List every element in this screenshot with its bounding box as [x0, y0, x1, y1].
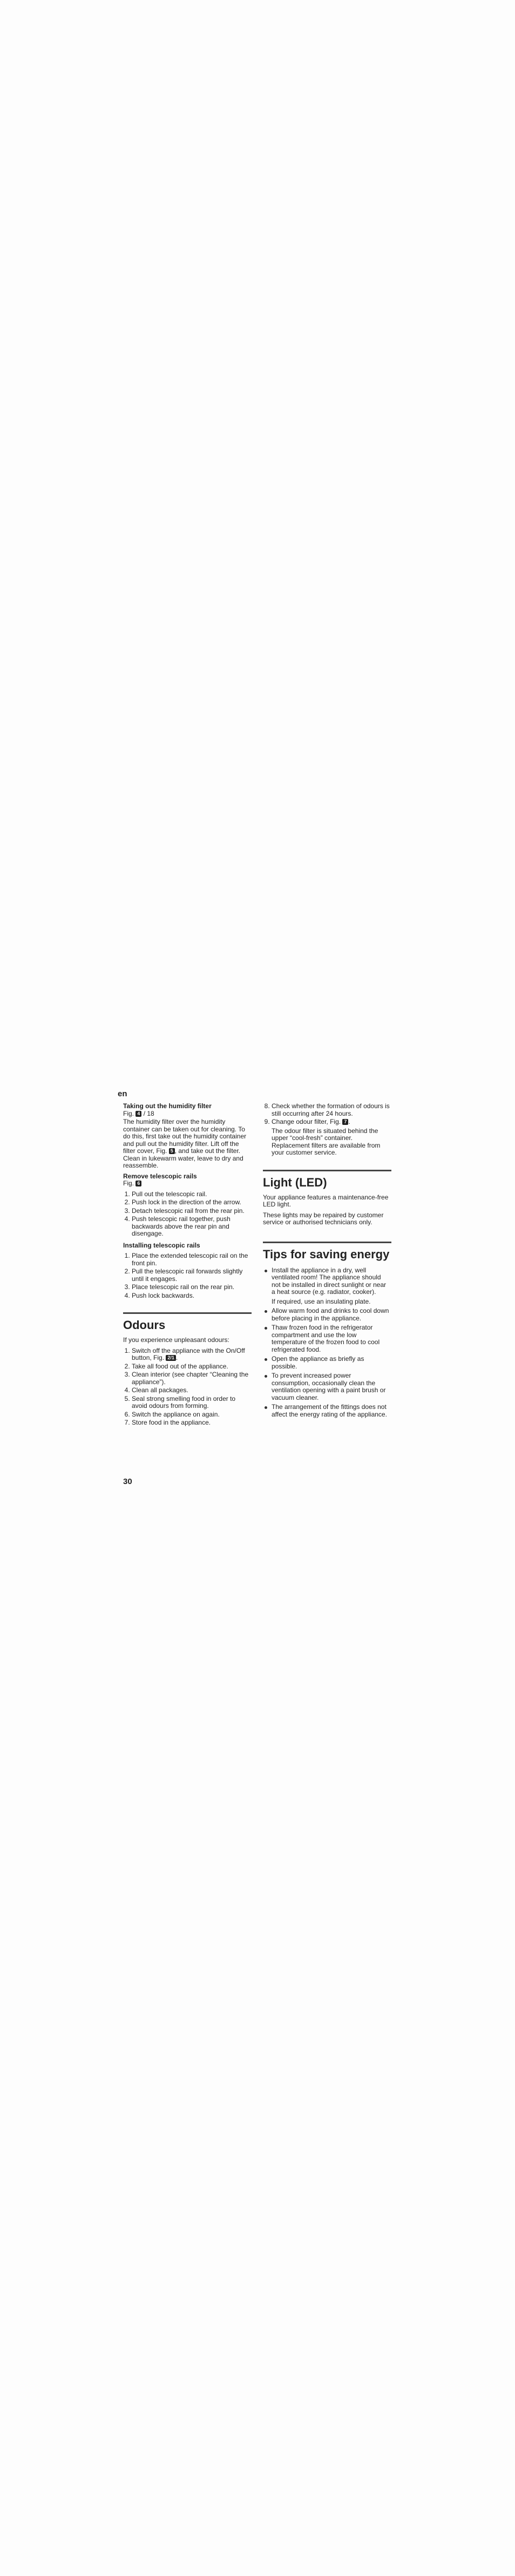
list-item: 7. Store food in the appliance.: [132, 1419, 252, 1427]
list-item: 3. Clean interior (see chapter “Cleaning the appliance”).: [132, 1371, 252, 1386]
page-number: 30: [123, 1477, 132, 1486]
list-item: To prevent increased power consumption, occasionally clean the ventilation opening with a paint brush or vacuum cleaner.: [263, 1372, 391, 1401]
list-item: 8. Check whether the formation of odours is still occurring after 24 hours.: [272, 1103, 391, 1117]
list-item: 1. Place the extended telescopic rail on the front pin.: [132, 1252, 252, 1267]
energy-tips-list: [263, 1267, 391, 1419]
list-item: 1. Pull out the telescopic rail.: [132, 1191, 252, 1198]
odours-intro: If you experience unpleasant odours:: [123, 1336, 229, 1344]
figure-badge: 4: [135, 1111, 141, 1117]
insulate-note: If required, use an insulating plate.: [272, 1297, 371, 1305]
odours-steps-continued: [263, 1103, 391, 1157]
list-item: 4. Push lock backwards.: [132, 1292, 252, 1300]
left-column: [123, 1103, 252, 1431]
light-heading: Light (LED): [263, 1175, 327, 1189]
odours-heading: Odours: [123, 1318, 166, 1332]
light-paragraph-1: Your appliance features a maintenance-free LED light.: [263, 1193, 389, 1208]
remove-rails-steps: [123, 1191, 252, 1238]
figure-badge: 2/1: [166, 1355, 176, 1361]
list-item: 4. Clean all packages.: [132, 1387, 252, 1394]
list-item: 3. Place telescopic rail on the rear pin.: [132, 1284, 252, 1291]
figure-badge: 7: [342, 1119, 348, 1125]
list-item: Allow warm food and drinks to cool down before placing in the appliance.: [263, 1307, 391, 1322]
list-item: 2. Push lock in the direction of the arrow.: [132, 1199, 252, 1206]
section-divider: [263, 1170, 391, 1171]
list-item: Open the appliance as briefly as possible.: [263, 1356, 391, 1370]
list-item: 5. Seal strong smelling food in order to avoid odours from forming.: [132, 1395, 252, 1410]
remove-rails-subheading: Remove telescopic rails: [123, 1172, 197, 1180]
list-item: Thaw frozen food in the refrigerator compartment and use the low temperature of the frozen food to cool refrigerated food.: [263, 1324, 391, 1353]
section-divider: [123, 1312, 252, 1314]
list-item: 3. Detach telescopic rail from the rear pin.: [132, 1208, 252, 1215]
figure-badge: 5: [169, 1148, 175, 1154]
list-item: 4. Push telescopic rail together, push backwards above the rear pin and disengage.: [132, 1216, 252, 1238]
light-paragraph-2: These lights may be repaired by customer service or authorised technicians only.: [263, 1211, 384, 1226]
list-item: 2. Pull the telescopic rail forwards slightly until it engages.: [132, 1268, 252, 1283]
section-divider: [263, 1242, 391, 1243]
humidity-fig-ref: Fig. 4 / 18: [123, 1109, 154, 1117]
install-rails-subheading: Installing telescopic rails: [123, 1241, 200, 1249]
list-item: 6. Switch the appliance on again.: [132, 1411, 252, 1419]
list-item: The arrangement of the fittings does not affect the energy rating of the appliance.: [263, 1404, 391, 1418]
list-item: 1. Switch off the appliance with the On/Off button, Fig. 2/1 .: [132, 1347, 252, 1362]
energy-tips-heading: Tips for saving energy: [263, 1247, 390, 1261]
odour-filter-note: The odour filter is situated behind the upper “cool-fresh” container. Replacement filters are available from your customer service.: [272, 1127, 381, 1156]
right-column: [263, 1103, 391, 1420]
remove-rails-fig-ref: Fig. 6: [123, 1180, 252, 1188]
language-code: en: [118, 1089, 127, 1098]
figure-badge: 6: [135, 1181, 141, 1186]
list-item: Install the appliance in a dry, well ventilated room! The appliance should not be installed in direct sunlight or near a heat source (e.g. radiator, cooker). If required, use an insulating plate.: [263, 1267, 391, 1306]
humidity-filter-body: The humidity filter over the humidity container can be taken out for cleaning. To do this, first take out the humidity container and pull out the humidity filter. Lift off the filter cover, Fig. 5 , and take out the filter. Clean in lukewarm water, leave to dry and reassemble.: [123, 1118, 247, 1169]
list-item: 2. Take all food out of the appliance.: [132, 1363, 252, 1371]
humidity-filter-subheading: Taking out the humidity filter: [123, 1102, 212, 1110]
install-rails-steps: [123, 1252, 252, 1299]
list-item: 9. Change odour filter, Fig. 7 . The odour filter is situated behind the upper “cool-fresh” container. Replacement filters are available from your customer service.: [272, 1118, 391, 1157]
odours-steps: [123, 1347, 252, 1427]
